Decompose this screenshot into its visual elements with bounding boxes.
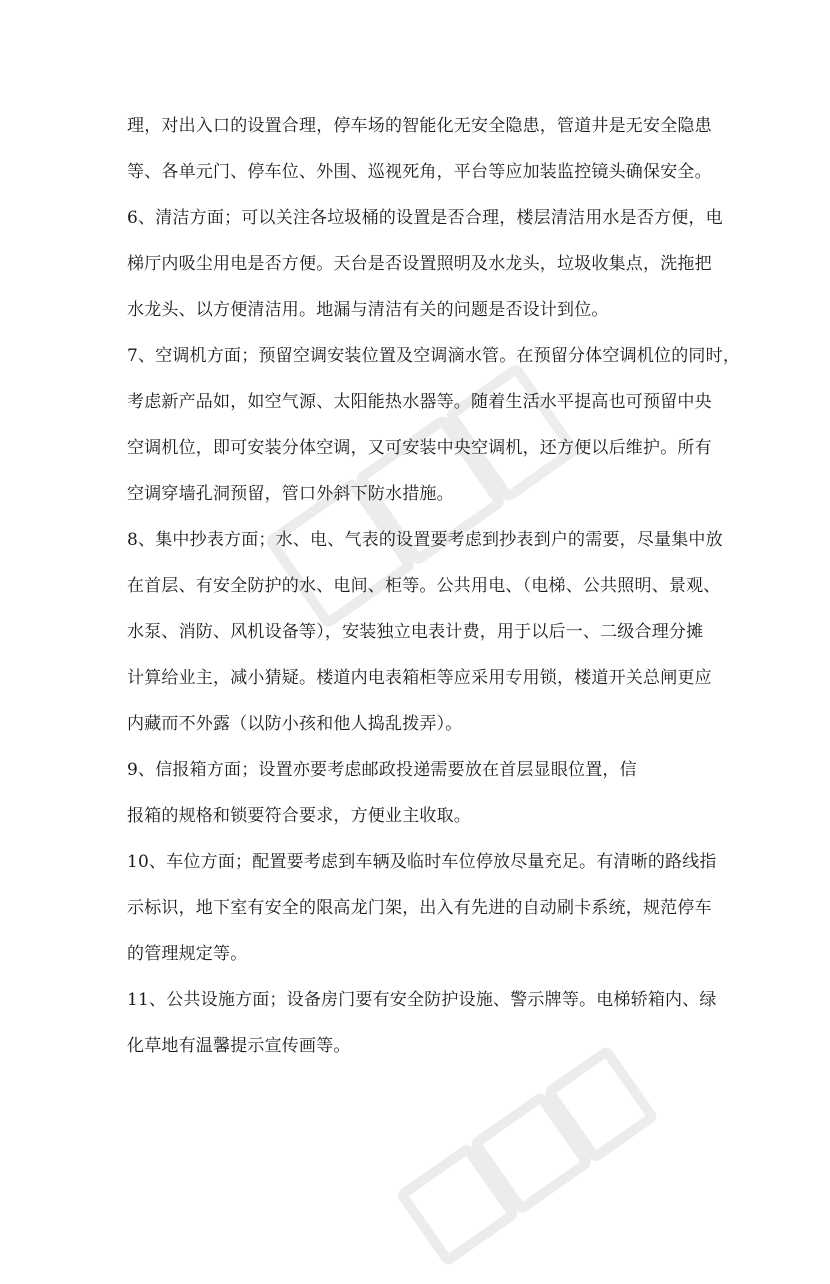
text-line: 10、车位方面；配置要考虑到车辆及临时车位停放尽量充足。有清晰的路线指: [127, 852, 717, 872]
watermark-logo-bottom: [389, 1036, 671, 1283]
text-line: 考虑新产品如，如空气源、太阳能热水器等。随着生活水平提高也可预留中央: [127, 392, 712, 412]
text-line: 7、空调机方面；预留空调安装位置及空调滴水管。在预留分体空调机位的同时，: [127, 346, 741, 366]
text-line: 化草地有温馨提示宣传画等。: [127, 1036, 351, 1056]
text-line: 11、公共设施方面；设备房门要有安全防护设施、警示牌等。电梯轿箱内、绿: [127, 990, 717, 1010]
text-line: 内藏而不外露（以防小孩和他人捣乱拨弄）。: [127, 714, 463, 734]
text-line: 在首层、有安全防护的水、电间、柜等。公共用电、（电梯、公共照明、景观、: [127, 576, 721, 596]
text-line: 等、各单元门、停车位、外围、巡视死角，平台等应加装监控镜头确保安全。: [127, 162, 712, 182]
text-line: 8、集中抄表方面；水、电、气表的设置要考虑到抄表到户的需要，尽量集中放: [127, 530, 723, 550]
text-line: 空调穿墙孔洞预留，管口外斜下防水措施。: [127, 484, 454, 504]
text-line: 报箱的规格和锁要符合要求，方便业主收取。: [127, 806, 471, 826]
text-line: 梯厅内吸尘用电是否方便。天台是否设置照明及水龙头，垃圾收集点，洗拖把: [127, 254, 712, 274]
text-line: 的管理规定等。: [127, 944, 248, 964]
text-line: 示标识，地下室有安全的限高龙门架，出入有先进的自动刷卡系统，规范停车: [127, 898, 712, 918]
text-line: 6、清洁方面；可以关注各垃圾桶的设置是否合理，楼层清洁用水是否方便，电: [127, 208, 723, 228]
text-line: 理，对出入口的设置合理，停车场的智能化无安全隐患，管道井是无安全隐患: [127, 116, 712, 136]
document-body: [127, 103, 741, 1069]
text-line: 计算给业主，减小猜疑。楼道内电表箱柜等应采用专用锁，楼道开关总闸更应: [127, 668, 712, 688]
text-line: 空调机位，即可安装分体空调，又可安装中央空调机，还方便以后维护。所有: [127, 438, 712, 458]
text-line: 水龙头、以方便清洁用。地漏与清洁有关的问题是否设计到位。: [127, 300, 609, 320]
text-line: 水泵、消防、风机设备等），安装独立电表计费，用于以后一、二级合理分摊: [127, 622, 704, 642]
text-line: 9、信报箱方面；设置亦要考虑邮政投递需要放在首层显眼位置，信: [127, 760, 637, 780]
